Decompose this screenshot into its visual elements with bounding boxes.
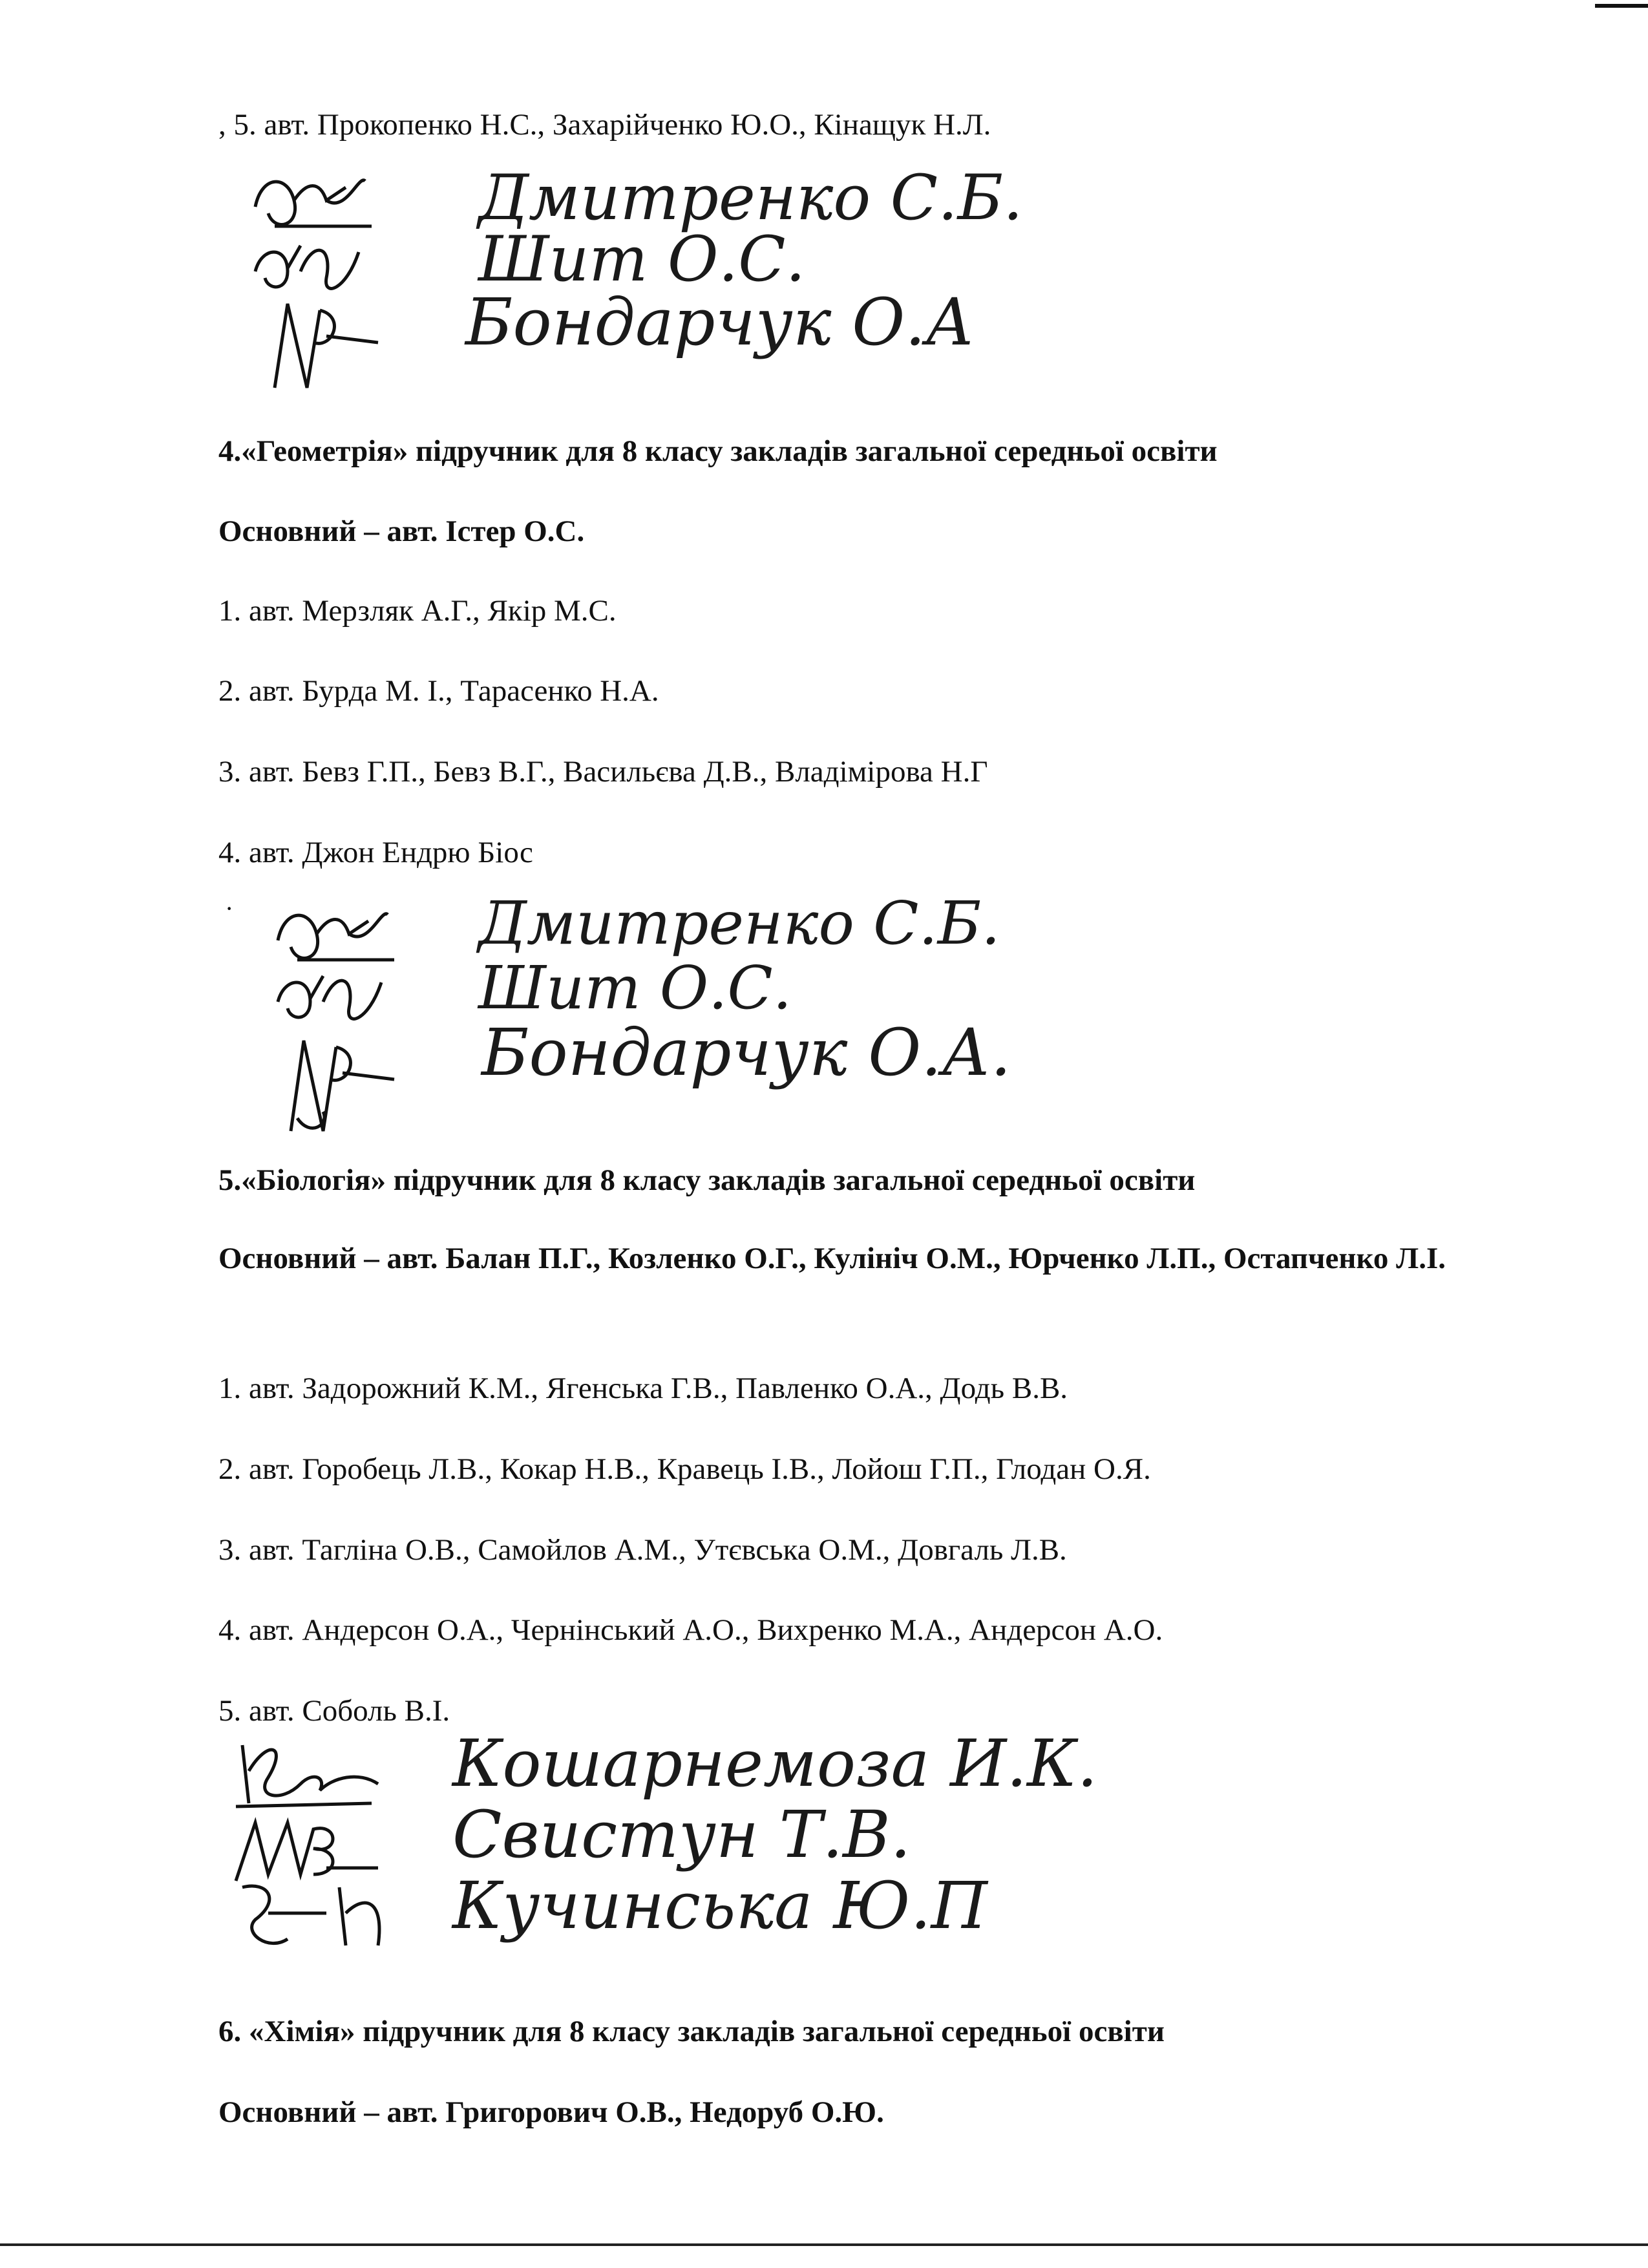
signature-mark-9 <box>229 1874 397 1958</box>
signature-name-4: Дмитренко С.Б. <box>478 889 1000 958</box>
section4-item-2: 2. авт. Бурда М. І., Тарасенко Н.А. <box>218 674 659 708</box>
signature-name-1: Дмитренко С.Б. <box>478 162 1023 234</box>
section5-item-1: 1. авт. Задорожний К.М., Ягенська Г.В., Павленко О.А., Додь В.В. <box>218 1372 1068 1405</box>
section5-item-5: 5. авт. Соболь В.І. <box>218 1694 450 1728</box>
signature-name-2: Шит О.С. <box>478 223 806 295</box>
scan-edge-top <box>1595 4 1648 8</box>
section6-main: Основний – авт. Григорович О.В., Недоруб О.Ю. <box>218 2095 884 2129</box>
signature-mark-7 <box>229 1732 385 1816</box>
section4-heading: 4.«Геометрія» підручник для 8 класу закладів загальної середньої освіти <box>218 434 1218 468</box>
signature-mark-3 <box>255 291 385 394</box>
stray-dot: · <box>225 894 234 923</box>
section5-item-4: 4. авт. Андерсон О.А., Чернінський А.О., Вихренко М.А., Андерсон А.О. <box>218 1613 1163 1647</box>
section5-item-2: 2. авт. Горобець Л.В., Кокар Н.В., Кравець І.В., Лойош Г.П., Глодан О.Я. <box>218 1452 1151 1486</box>
signature-mark-6 <box>271 1028 401 1138</box>
signature-name-7: Кошарнемоза И.К. <box>452 1726 1098 1801</box>
signature-mark-5 <box>271 963 394 1034</box>
section5-item-3: 3. авт. Тагліна О.В., Самойлов А.М., Утєвська О.М., Довгаль Л.В. <box>218 1533 1067 1567</box>
section4-main: Основний – авт. Істер О.С. <box>218 514 585 548</box>
signature-name-9: Кучинська Ю.П <box>452 1868 988 1944</box>
section4-item-1: 1. авт. Мерзляк А.Г., Якір М.С. <box>218 594 617 628</box>
signature-name-8: Свистун Т.В. <box>452 1797 911 1872</box>
section5-main: Основний – авт. Балан П.Г., Козленко О.Г., Кулініч О.М., Юрченко Л.П., Остапченко Л.І. <box>218 1242 1446 1275</box>
signature-name-5: Шит О.С. <box>478 953 792 1023</box>
section6-heading: 6. «Хімія» підручник для 8 класу закладів загальної середньої освіти <box>218 2015 1165 2048</box>
signature-name-6: Бондарчук О.А. <box>481 1015 1011 1090</box>
section3-item-5: , 5. авт. Прокопенко Н.С., Захарійченко Ю.О., Кінащук Н.Л. <box>218 108 991 142</box>
signature-name-3: Бондарчук О.А <box>465 284 975 360</box>
section5-heading: 5.«Біологія» підручник для 8 класу закладів загальної середньої освіти <box>218 1163 1196 1197</box>
section4-item-3: 3. авт. Бевз Г.П., Бевз В.Г., Васильєва Д.В., Владімірова Н.Г <box>218 755 988 789</box>
scan-edge-bottom <box>0 2243 1648 2246</box>
section4-item-4: 4. авт. Джон Ендрю Біос <box>218 836 533 869</box>
